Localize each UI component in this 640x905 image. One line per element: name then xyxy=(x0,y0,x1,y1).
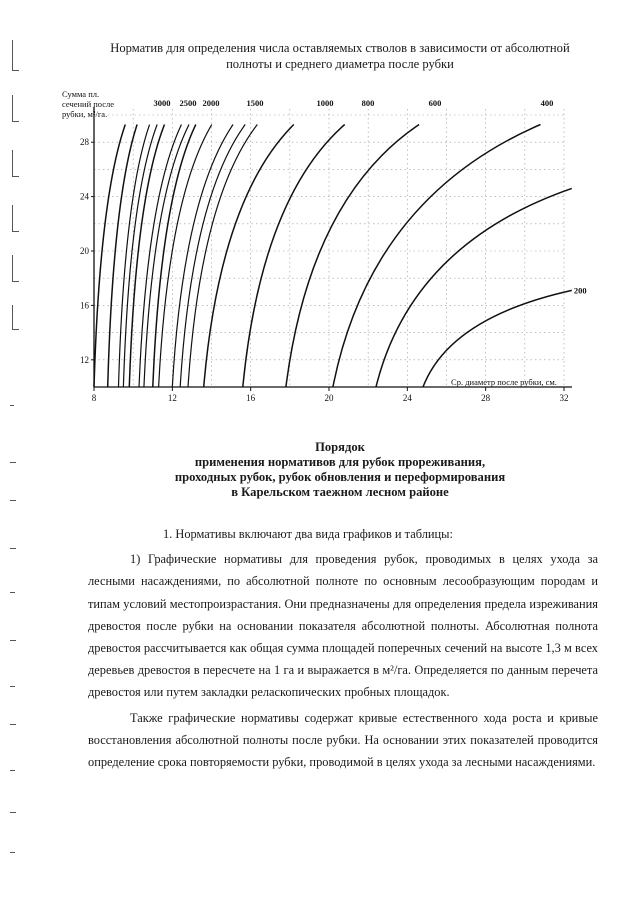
curve-200 xyxy=(423,290,572,387)
x-axis-label: Ср. диаметр после рубки, см. xyxy=(451,377,557,387)
x-tick-label: 28 xyxy=(481,393,491,403)
chart-axes xyxy=(94,107,572,387)
chart-title: Норматив для определения числа оставляемых стволов в зависимости от абсолютной полноты и среднего диаметра после рубки xyxy=(110,41,570,71)
x-tick-label: 32 xyxy=(559,393,569,403)
margin-mark xyxy=(12,95,13,121)
x-tick-label: 12 xyxy=(167,393,177,403)
chart-curves xyxy=(94,125,572,388)
body-text xyxy=(88,523,598,773)
x-tick-label: 8 xyxy=(91,393,97,403)
x-tick-label: 20 xyxy=(324,393,334,403)
margin-mark xyxy=(10,548,16,549)
margin-mark xyxy=(10,592,15,593)
curve-intermediate xyxy=(118,125,149,387)
margin-mark xyxy=(10,812,16,813)
heading-line: проходных рубок, рубок обновления и переформирования xyxy=(174,470,506,484)
y-tick-label: 24 xyxy=(80,191,89,202)
curve-label: 800 xyxy=(361,98,375,108)
curve-label: 1500 xyxy=(246,98,264,108)
margin-mark xyxy=(12,255,13,281)
curve-label: 3000 xyxy=(153,98,171,108)
margin-mark xyxy=(10,852,15,853)
margin-mark xyxy=(12,121,19,122)
section-heading xyxy=(130,440,550,500)
margin-mark xyxy=(12,70,19,71)
paragraph: 1) Графические нормативы для проведения рубок, проводимых в целях ухода за лесными насаждениями, по абсолютной полноте по основным лесообразующим породам и типам условий местопроизрастания. Они предназначены для определения предела изреживания древостоя после рубки на основании показателя абсолютной полноты. Абсолютная полнота древостоя рассчитывается как общая сумма площадей поперечных сечений на высоте 1,3 м всех деревьев древостоя в пересчете на 1 га и выражается в м²/га. Определяется по данным перечета древостоя или путем закладки реласкопических пробных площадок. xyxy=(88,552,598,700)
margin-mark xyxy=(12,176,19,177)
y-tick-label: 16 xyxy=(80,300,89,311)
curve-unlabeled xyxy=(376,188,572,387)
curve-600 xyxy=(286,125,419,388)
heading-line: применения нормативов для рубок прореживания, xyxy=(194,455,486,469)
curve-2000 xyxy=(129,125,164,388)
chart-labels xyxy=(62,89,557,387)
curve-label: 2500 xyxy=(179,98,197,108)
x-tick-label: 16 xyxy=(246,393,256,403)
paragraph: Также графические нормативы содержат кривые естественного хода роста и кривые восстановления абсолютной полноты после рубки. На основании этих показателей проводится определение срока повторяемости рубки, проводимой в целях ухода за лесными насаждениями. xyxy=(88,710,598,770)
margin-mark xyxy=(12,150,13,176)
margin-mark xyxy=(12,329,19,330)
margin-mark xyxy=(10,405,14,406)
margin-mark xyxy=(12,231,19,232)
heading-line: в Карельском таежном лесном районе xyxy=(231,485,449,499)
x-tick-label: 24 xyxy=(402,393,412,403)
curve-label: 600 xyxy=(428,98,442,108)
item-1: 1. Нормативы включают два вида графиков и таблицы: xyxy=(163,527,453,541)
curve-label: 400 xyxy=(540,98,554,108)
y-tick-label: 20 xyxy=(80,246,89,256)
heading-line: Порядок xyxy=(315,440,365,454)
margin-mark xyxy=(12,205,13,231)
y-tick-label: 12 xyxy=(80,354,89,365)
margin-mark xyxy=(10,500,16,501)
curve-label: 1000 xyxy=(316,98,334,108)
curve-label: 200 xyxy=(573,285,587,296)
margin-mark xyxy=(10,770,15,771)
margin-mark xyxy=(10,724,16,725)
curve-label: 2000 xyxy=(202,98,220,108)
margin-mark xyxy=(10,640,16,641)
margin-mark xyxy=(12,281,19,282)
y-axis-label: Сумма пл. сечений после рубки, м²/га. xyxy=(62,89,115,119)
curve-1000 xyxy=(204,125,294,388)
curve-2500 xyxy=(108,125,137,388)
curve-800 xyxy=(243,125,345,388)
margin-mark xyxy=(12,40,13,70)
curve-400 xyxy=(333,125,541,388)
nomogram-chart xyxy=(60,85,600,415)
margin-mark xyxy=(12,305,13,329)
y-tick-label: 28 xyxy=(80,137,89,148)
margin-mark xyxy=(10,686,15,687)
margin-mark xyxy=(10,462,16,463)
